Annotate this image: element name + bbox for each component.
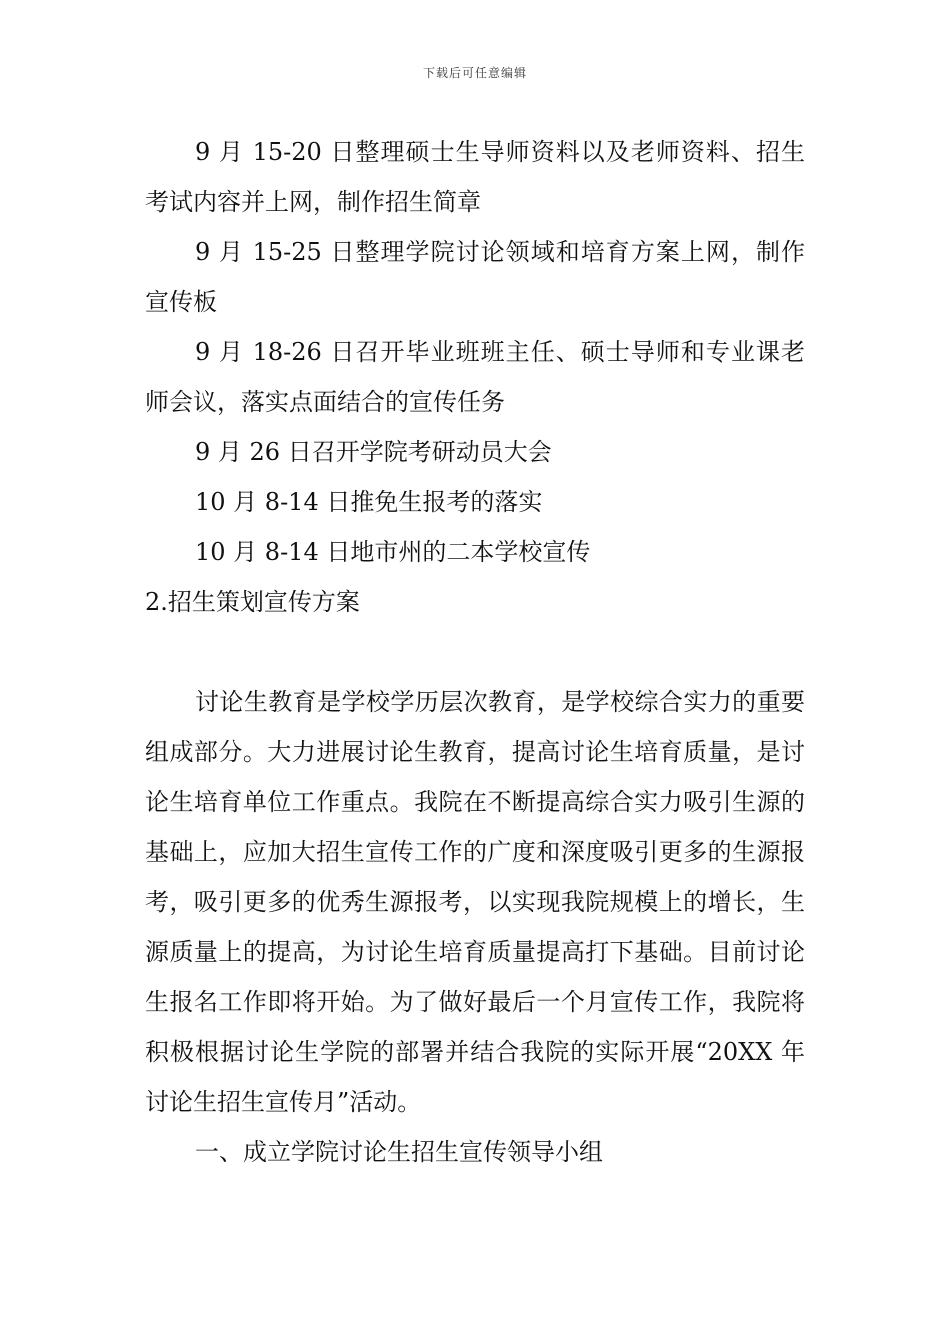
intro-paragraph: 讨论生教育是学校学历层次教育，是学校综合实力的重要组成部分。大力进展讨论生教育，提高讨论生培育质量，是讨论生培育单位工作重点。我院在不断提高综合实力吸引生源的基础上，应加大招生宣传工作的广度和深度吸引更多的生源报考，吸引更多的优秀生源报考，以实现我院规模上的增长，生源质量上的提高，为讨论生培育质量提高打下基础。目前讨论生报名工作即将开始。为了做好最后一个月宣传工作，我院将积极根据讨论生学院的部署并结合我院的实际开展“20XX 年讨论生招生宣传月”活动。 [145,688,805,1116]
document-body [145,127,805,1177]
schedule-item: 9 月 15-20 日整理硕士生导师资料以及老师资料、招生考试内容并上网，制作招生简章 [145,138,805,216]
section-heading: 2.招生策划宣传方案 [145,588,360,616]
spacer [145,627,805,677]
schedule-item: 9 月 26 日召开学院考研动员大会 [195,438,552,466]
schedule-item: 10 月 8-14 日地市州的二本学校宣传 [195,538,591,566]
subheading: 一、成立学院讨论生招生宣传领导小组 [195,1138,603,1166]
schedule-item: 10 月 8-14 日推免生报考的落实 [195,488,543,516]
page-header: 下载后可任意编辑 [422,66,527,80]
schedule-item: 9 月 18-26 日召开毕业班班主任、硕士导师和专业课老师会议，落实点面结合的宣传任务 [145,338,805,416]
schedule-item: 9 月 15-25 日整理学院讨论领域和培育方案上网，制作宣传板 [145,238,805,316]
